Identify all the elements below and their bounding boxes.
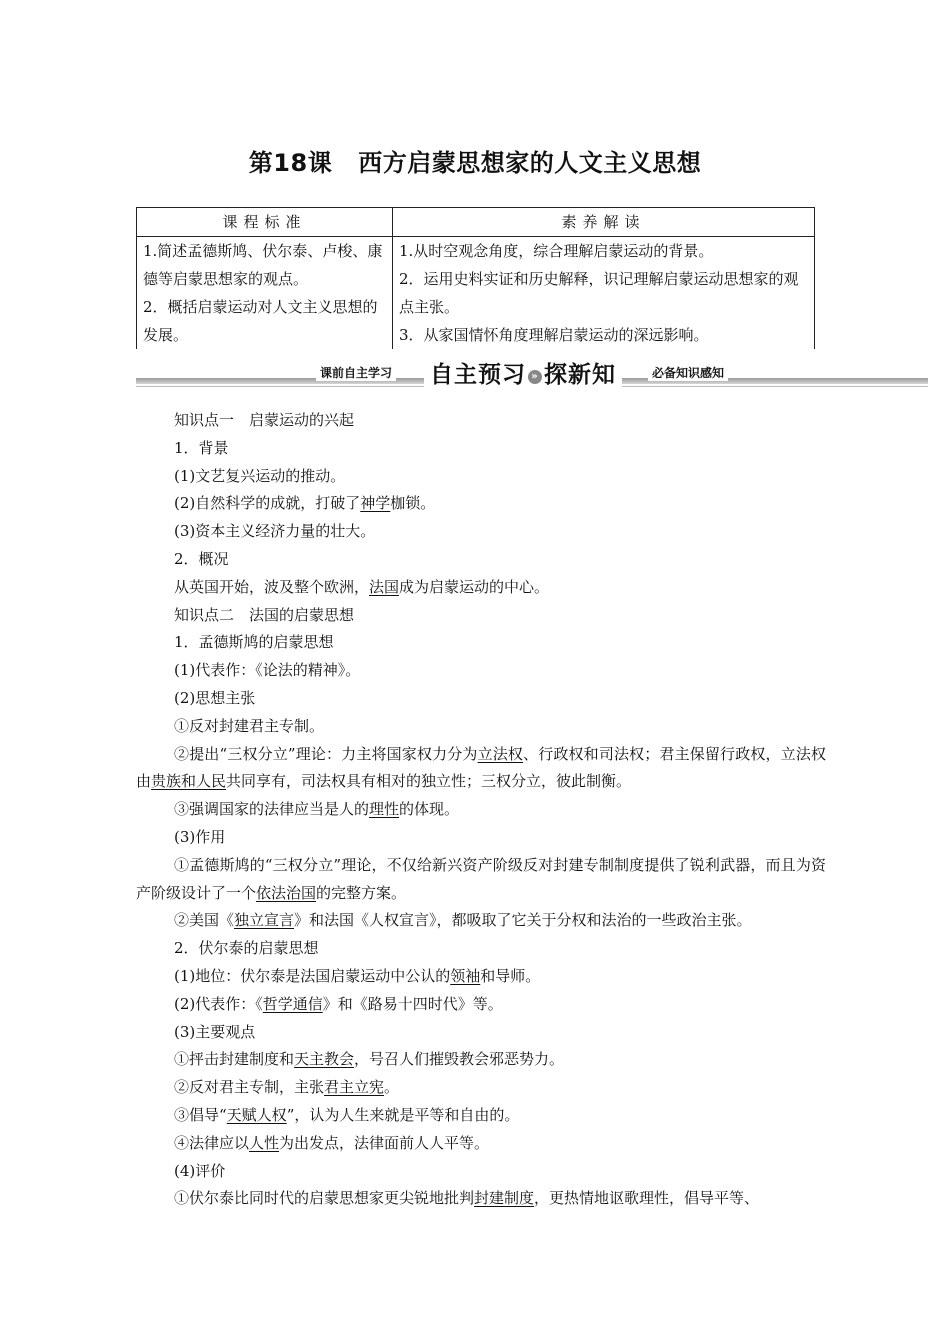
underlined-key-term: 人性 xyxy=(249,1133,280,1152)
paragraph xyxy=(136,657,826,685)
paragraph xyxy=(136,796,826,824)
literacy-item: 1.从时空观念角度，综合理解启蒙运动的背景。 xyxy=(399,242,714,260)
paragraph xyxy=(136,1185,826,1213)
text-run: ，号召人们摧毁教会邪恶势力。 xyxy=(354,1050,565,1069)
text-run: 和导师。 xyxy=(480,966,541,985)
text-run: (1)代表作：《论法的精神》。 xyxy=(174,661,361,680)
text-run: 知识点二 法国的启蒙思想 xyxy=(174,605,355,624)
text-run: 。 xyxy=(384,1078,400,1097)
paragraph xyxy=(136,1130,826,1158)
underlined-key-term: 独立宣言 xyxy=(234,911,295,930)
underlined-key-term: 天赋人权 xyxy=(226,1105,287,1124)
paragraph xyxy=(136,935,826,963)
underlined-key-term: 立法权 xyxy=(477,744,524,763)
paragraph xyxy=(136,490,826,518)
underlined-key-term: 理性 xyxy=(369,800,400,819)
paragraph xyxy=(136,1102,826,1130)
underlined-key-term: 法国 xyxy=(369,577,400,596)
literacy-item: 3．从家国情怀角度理解启蒙运动的深远影响。 xyxy=(399,326,709,344)
text-run: (2)代表作：《 xyxy=(174,994,263,1013)
text-run: 1．背景 xyxy=(174,438,229,457)
banner-right-label: 必备知识感知 xyxy=(648,364,728,381)
underlined-key-term: 依法治国 xyxy=(256,883,317,902)
standard-item: 1.简述孟德斯鸠、伏尔泰、卢梭、康德等启蒙思想家的观点。 xyxy=(143,242,383,288)
paragraph xyxy=(136,907,826,935)
paragraph xyxy=(136,407,826,435)
content-body xyxy=(136,407,826,1213)
paragraph xyxy=(136,574,826,602)
text-run: ③强调国家的法律应当是人的 xyxy=(174,800,370,819)
table-header-standards: 课程标准 xyxy=(137,208,393,237)
table-header-literacy: 素养解读 xyxy=(393,208,815,237)
paragraph xyxy=(136,463,826,491)
underlined-key-term: 领袖 xyxy=(450,966,481,985)
text-run: 的完整方案。 xyxy=(316,883,407,902)
paragraph xyxy=(136,1019,826,1047)
text-run: ，更热情地讴歌理性，倡导平等、 xyxy=(534,1189,760,1208)
underlined-key-term: 天主教会 xyxy=(294,1050,355,1069)
text-run: 为出发点，法律面前人人平等。 xyxy=(279,1133,490,1152)
text-run: (2)自然科学的成就，打破了 xyxy=(174,494,361,513)
banner-title-part1: 自主预习 xyxy=(430,362,526,388)
underlined-key-term: 君主立宪 xyxy=(324,1078,385,1097)
literacy-item: 2．运用史料实证和历史解释，识记理解启蒙运动思想家的观点主张。 xyxy=(399,270,799,316)
text-run: 》和法国《人权宣言》，都吸取了它关于分权和法治的一些政治主张。 xyxy=(294,911,752,930)
paragraph xyxy=(136,1046,826,1074)
text-run: (3)资本主义经济力量的壮大。 xyxy=(174,522,376,541)
text-run: ①伏尔泰比同时代的启蒙思想家更尖锐地批判 xyxy=(174,1189,475,1208)
section-banner xyxy=(136,356,928,388)
text-run: 知识点一 启蒙运动的兴起 xyxy=(174,411,355,429)
banner-title-part2: 探新知 xyxy=(544,362,616,388)
text-run: 枷锁。 xyxy=(390,494,436,513)
paragraph xyxy=(136,852,826,908)
lesson-name: 西方启蒙思想家的人文主义思想 xyxy=(358,149,702,177)
text-run: ②反对君主专制，主张 xyxy=(174,1078,325,1097)
text-run: (3)主要观点 xyxy=(174,1022,256,1041)
lesson-number: 第18课 xyxy=(248,149,333,177)
curriculum-standards-table xyxy=(136,207,815,349)
paragraph xyxy=(136,602,826,630)
text-run: 共同享有，司法权具有相对的独立性；三权分立，彼此制衡。 xyxy=(226,772,632,791)
arrow-icon: » xyxy=(528,370,542,384)
paragraph xyxy=(136,685,826,713)
paragraph xyxy=(136,1074,826,1102)
text-run: ”，认为人生来就是平等和自由的。 xyxy=(286,1105,520,1124)
paragraph xyxy=(136,991,826,1019)
text-run: (2)思想主张 xyxy=(174,688,256,707)
standard-item: 2．概括启蒙运动对人文主义思想的发展。 xyxy=(143,298,378,344)
paragraph xyxy=(136,546,826,574)
text-run: (1)文艺复兴运动的推动。 xyxy=(174,466,346,485)
paragraph xyxy=(136,1158,826,1186)
text-run: 》和《路易十四时代》等。 xyxy=(322,994,503,1013)
text-run: ④法律应以 xyxy=(174,1133,250,1152)
text-run: 、行政权和司法权；君主保留行政权，立法权由 xyxy=(136,744,826,791)
banner-title xyxy=(424,356,622,389)
underlined-key-term: 神学 xyxy=(360,494,391,513)
text-run: 成为启蒙运动的中心。 xyxy=(399,577,550,596)
underlined-key-term: 封建制度 xyxy=(474,1189,535,1208)
paragraph xyxy=(136,963,826,991)
text-run: ①反对封建君主专制。 xyxy=(174,716,325,735)
text-run: ②提出“三权分立”理论：力主将国家权力分为 xyxy=(174,744,478,763)
text-run: (3)作用 xyxy=(174,827,226,846)
text-run: 1．孟德斯鸠的启蒙思想 xyxy=(174,633,334,652)
paragraph xyxy=(136,435,826,463)
text-run: 2．概况 xyxy=(174,549,229,568)
text-run: 的体现。 xyxy=(399,800,460,819)
banner-left-label: 课前自主学习 xyxy=(316,364,396,381)
literacy-cell xyxy=(393,237,815,350)
paragraph xyxy=(136,741,826,797)
paragraph xyxy=(136,518,826,546)
paragraph xyxy=(136,713,826,741)
text-run: ②美国《 xyxy=(174,911,235,930)
paragraph xyxy=(136,629,826,657)
standards-cell xyxy=(137,237,393,350)
text-run: (1)地位：伏尔泰是法国启蒙运动中公认的 xyxy=(174,966,451,985)
paragraph xyxy=(136,824,826,852)
text-run: (4)评价 xyxy=(174,1161,226,1180)
page-title xyxy=(0,143,950,178)
text-run: 从英国开始，波及整个欧洲， xyxy=(174,577,370,596)
text-run: ①孟德斯鸠的“三权分立”理论，不仅给新兴资产阶级反对封建专制制度提供了锐利武器，而且为资产阶级设计了一个 xyxy=(136,855,826,902)
text-run: ③倡导“ xyxy=(174,1105,227,1124)
underlined-key-term: 贵族和人民 xyxy=(151,772,227,791)
text-run: ①抨击封建制度和 xyxy=(174,1050,295,1069)
underlined-key-term: 哲学通信 xyxy=(262,994,323,1013)
text-run: 2．伏尔泰的启蒙思想 xyxy=(174,939,319,958)
